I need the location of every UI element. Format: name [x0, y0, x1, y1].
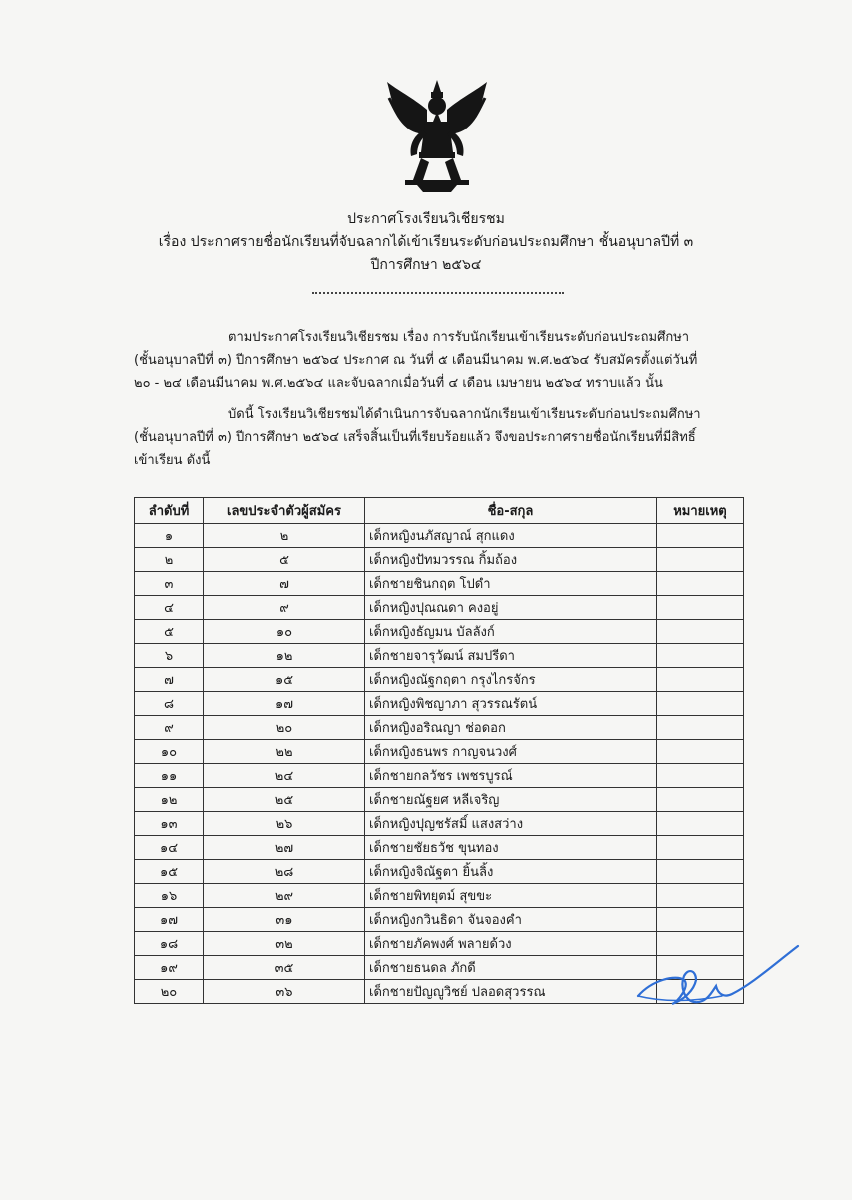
cell-sequence: ๑๐ [135, 740, 204, 764]
table-row [135, 764, 744, 788]
cell-remarks [657, 548, 744, 572]
table-header-row [135, 498, 744, 524]
cell-full-name: เด็กหญิงกวินธิดา จันจองคำ [365, 908, 657, 932]
cell-sequence: ๗ [135, 668, 204, 692]
cell-full-name: เด็กหญิงธัญมน บัลลังก์ [365, 620, 657, 644]
cell-sequence: ๑๓ [135, 812, 204, 836]
cell-full-name: เด็กชายชัยธวัช ขุนทอง [365, 836, 657, 860]
cell-remarks [657, 572, 744, 596]
cell-full-name: เด็กหญิงนภัสญาณ์ สุกแดง [365, 524, 657, 548]
cell-applicant-number: ๒ [204, 524, 365, 548]
cell-remarks [657, 860, 744, 884]
table-row [135, 644, 744, 668]
table-row [135, 836, 744, 860]
cell-remarks [657, 836, 744, 860]
cell-sequence: ๑๗ [135, 908, 204, 932]
table-row [135, 668, 744, 692]
cell-applicant-number: ๙ [204, 596, 365, 620]
cell-remarks [657, 692, 744, 716]
paragraph-line: ๒๐ - ๒๔ เดือนมีนาคม พ.ศ.๒๕๖๔ และจับฉลากเมื่อวันที่ ๔ เดือน เมษายน ๒๕๖๔ ทราบแล้ว นั้น [134, 376, 663, 391]
cell-full-name: เด็กหญิงปัทมวรรณ กิ้มถ้อง [365, 548, 657, 572]
cell-full-name: เด็กหญิงจิณัฐตา ยิ้นลิ้ง [365, 860, 657, 884]
cell-remarks [657, 596, 744, 620]
cell-full-name: เด็กหญิงพิชญาภา สุวรรณรัตน์ [365, 692, 657, 716]
table-row [135, 812, 744, 836]
cell-full-name: เด็กชายภัคพงศ์ พลายด้วง [365, 932, 657, 956]
cell-remarks [657, 908, 744, 932]
cell-remarks [657, 788, 744, 812]
column-header-remarks: หมายเหตุ [657, 498, 744, 524]
table-body [135, 524, 744, 1004]
cell-applicant-number: ๕ [204, 548, 365, 572]
garuda-emblem-icon [383, 76, 491, 194]
cell-sequence: ๑๕ [135, 860, 204, 884]
cell-sequence: ๕ [135, 620, 204, 644]
cell-applicant-number: ๒๕ [204, 788, 365, 812]
paragraph-line: (ชั้นอนุบาลปีที่ ๓) ปีการศึกษา ๒๕๖๔ ประกาศ ณ วันที่ ๕ เดือนมีนาคม พ.ศ.๒๕๖๔ รับสมัครตั้งแต่วันที่ [134, 353, 698, 368]
table-row [135, 860, 744, 884]
cell-full-name: เด็กหญิงธนพร กาญจนวงศ์ [365, 740, 657, 764]
cell-full-name: เด็กชายจารุวัฒน์ สมปรีดา [365, 644, 657, 668]
cell-applicant-number: ๓๑ [204, 908, 365, 932]
table-row [135, 716, 744, 740]
table-row [135, 908, 744, 932]
cell-full-name: เด็กชายกลวัชร เพชรบูรณ์ [365, 764, 657, 788]
cell-applicant-number: ๓๒ [204, 932, 365, 956]
cell-applicant-number: ๒๐ [204, 716, 365, 740]
cell-sequence: ๑๒ [135, 788, 204, 812]
column-header-full-name: ชื่อ-สกุล [365, 498, 657, 524]
cell-sequence: ๒๐ [135, 980, 204, 1004]
table-row [135, 572, 744, 596]
cell-sequence: ๑๙ [135, 956, 204, 980]
cell-full-name: เด็กชายธนดล ภักดี [365, 956, 657, 980]
cell-full-name: เด็กหญิงอริณญา ช่อดอก [365, 716, 657, 740]
paragraph-2 [134, 403, 742, 472]
cell-applicant-number: ๓๖ [204, 980, 365, 1004]
announcement-subject: เรื่อง ประกาศรายชื่อนักเรียนที่จับฉลากได้เข้าเรียนระดับก่อนประถมศึกษา ชั้นอนุบาลปีที่ ๓ [158, 234, 694, 250]
cell-sequence: ๙ [135, 716, 204, 740]
cell-remarks [657, 716, 744, 740]
cell-applicant-number: ๑๐ [204, 620, 365, 644]
cell-applicant-number: ๒๙ [204, 884, 365, 908]
cell-sequence: ๘ [135, 692, 204, 716]
student-list-table [134, 497, 744, 1004]
cell-sequence: ๓ [135, 572, 204, 596]
column-header-sequence: ลำดับที่ [135, 498, 204, 524]
cell-remarks [657, 644, 744, 668]
cell-full-name: เด็กหญิงปุญชรัสมิ์ แสงสว่าง [365, 812, 657, 836]
table-row [135, 548, 744, 572]
table-row [135, 524, 744, 548]
dotted-divider [312, 292, 564, 294]
cell-sequence: ๑ [135, 524, 204, 548]
cell-applicant-number: ๒๖ [204, 812, 365, 836]
paragraph-line: เข้าเรียน ดังนี้ [134, 453, 211, 468]
cell-full-name: เด็กชายพิทยุตม์ สุขขะ [365, 884, 657, 908]
cell-applicant-number: ๑๗ [204, 692, 365, 716]
cell-full-name: เด็กชายชินกฤต โปดำ [365, 572, 657, 596]
cell-remarks [657, 740, 744, 764]
table-row [135, 596, 744, 620]
table-row [135, 884, 744, 908]
cell-remarks [657, 764, 744, 788]
paragraph-line: บัดนี้ โรงเรียนวิเชียรชมได้ดำเนินการจับฉลากนักเรียนเข้าเรียนระดับก่อนประถมศึกษา [228, 407, 701, 422]
cell-remarks [657, 812, 744, 836]
table-row [135, 788, 744, 812]
cell-remarks [657, 668, 744, 692]
table-row [135, 740, 744, 764]
cell-full-name: เด็กหญิงปุณณดา คงอยู่ [365, 596, 657, 620]
cell-sequence: ๔ [135, 596, 204, 620]
cell-remarks [657, 524, 744, 548]
cell-sequence: ๑๘ [135, 932, 204, 956]
cell-applicant-number: ๓๕ [204, 956, 365, 980]
paragraph-line: ตามประกาศโรงเรียนวิเชียรชม เรื่อง การรับนักเรียนเข้าเรียนระดับก่อนประถมศึกษา [228, 330, 690, 345]
cell-applicant-number: ๑๒ [204, 644, 365, 668]
cell-remarks [657, 620, 744, 644]
title-block [120, 208, 732, 277]
cell-full-name: เด็กชายณัฐยศ หลีเจริญ [365, 788, 657, 812]
paragraph-1 [134, 326, 742, 395]
cell-sequence: ๖ [135, 644, 204, 668]
table-row [135, 692, 744, 716]
cell-remarks [657, 884, 744, 908]
cell-applicant-number: ๒๔ [204, 764, 365, 788]
cell-applicant-number: ๒๒ [204, 740, 365, 764]
cell-sequence: ๒ [135, 548, 204, 572]
column-header-applicant-number: เลขประจำตัวผู้สมัคร [204, 498, 365, 524]
signature-mark [632, 940, 802, 1020]
cell-full-name: เด็กหญิงณัฐกฤตา กรุงไกรจักร [365, 668, 657, 692]
cell-full-name: เด็กชายปัญญูวิชย์ ปลอดสุวรรณ [365, 980, 657, 1004]
cell-applicant-number: ๒๘ [204, 860, 365, 884]
cell-sequence: ๑๑ [135, 764, 204, 788]
cell-sequence: ๑๖ [135, 884, 204, 908]
paragraph-line: (ชั้นอนุบาลปีที่ ๓) ปีการศึกษา ๒๕๖๔ เสร็จสิ้นเป็นที่เรียบร้อยแล้ว จึงขอประกาศรายชื่อนักเรียนที่มีสิทธิ์ [134, 430, 696, 445]
cell-applicant-number: ๑๕ [204, 668, 365, 692]
cell-sequence: ๑๔ [135, 836, 204, 860]
cell-applicant-number: ๗ [204, 572, 365, 596]
table-row [135, 620, 744, 644]
announcement-title: ประกาศโรงเรียนวิเชียรชม [347, 211, 505, 227]
cell-applicant-number: ๒๗ [204, 836, 365, 860]
academic-year: ปีการศึกษา ๒๕๖๔ [370, 257, 482, 273]
